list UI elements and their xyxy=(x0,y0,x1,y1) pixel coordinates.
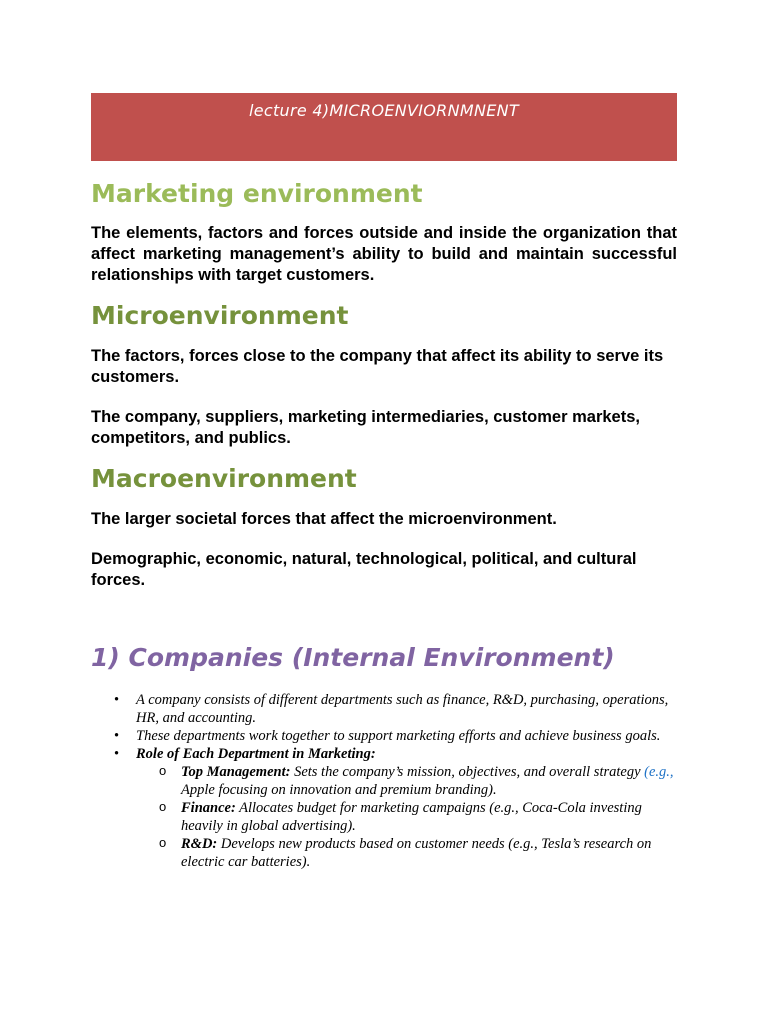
macroenvironment-components: Demographic, economic, natural, technological, political, and cultural forces. xyxy=(91,550,637,589)
macroenvironment-definition: The larger societal forces that affect the microenvironment. xyxy=(91,510,557,528)
role-text: Allocates budget for marketing campaigns (e.g., Coca-Cola investing heavily in global advertising). xyxy=(181,800,642,834)
microenvironment-heading: Microenvironment xyxy=(91,301,349,330)
role-label: Finance: xyxy=(181,800,236,816)
list-item xyxy=(136,745,677,871)
role-text: Sets the company’s mission, objectives, and overall strategy xyxy=(290,764,645,780)
marketing-environment-heading: Marketing environment xyxy=(91,179,423,208)
list-item xyxy=(136,691,677,727)
role-heading: Role of Each Department in Marketing: xyxy=(136,746,376,762)
lecture-title-banner xyxy=(91,93,677,161)
role-item-top-management xyxy=(181,763,677,799)
marketing-environment-definition: The elements, factors and forces outside and inside the organization that affect marketing management’s ability to build and maintain successful relationships with target customers. xyxy=(91,224,677,284)
role-text-continued: Apple focusing on innovation and premium branding). xyxy=(181,782,497,798)
role-label: R&D: xyxy=(181,836,218,852)
bullet-text: A company consists of different departments such as finance, R&D, purchasing, operations, HR, and accounting. xyxy=(136,692,669,726)
role-text: Develops new products based on customer needs (e.g., Tesla’s research on electric car batteries). xyxy=(181,836,652,870)
role-label: Top Management: xyxy=(181,764,291,780)
department-roles-list xyxy=(136,763,677,871)
document-page xyxy=(91,93,677,871)
role-item-finance xyxy=(181,799,677,835)
list-item xyxy=(136,727,677,745)
microenvironment-definition: The factors, forces close to the company that affect its ability to serve its customers. xyxy=(91,347,664,386)
macroenvironment-heading: Macroenvironment xyxy=(91,464,357,493)
example-link[interactable]: (e.g., xyxy=(644,764,674,780)
bullet-text: These departments work together to support marketing efforts and achieve business goals. xyxy=(136,728,661,744)
microenvironment-components: The company, suppliers, marketing intermediaries, customer markets, competitors, and publics. xyxy=(91,408,640,447)
companies-bullet-list xyxy=(91,691,677,871)
role-item-rnd xyxy=(181,835,677,871)
lecture-title: lecture 4)MICROENVIORNMNENT xyxy=(249,101,519,120)
companies-heading: 1) Companies (Internal Environment) xyxy=(91,643,615,672)
